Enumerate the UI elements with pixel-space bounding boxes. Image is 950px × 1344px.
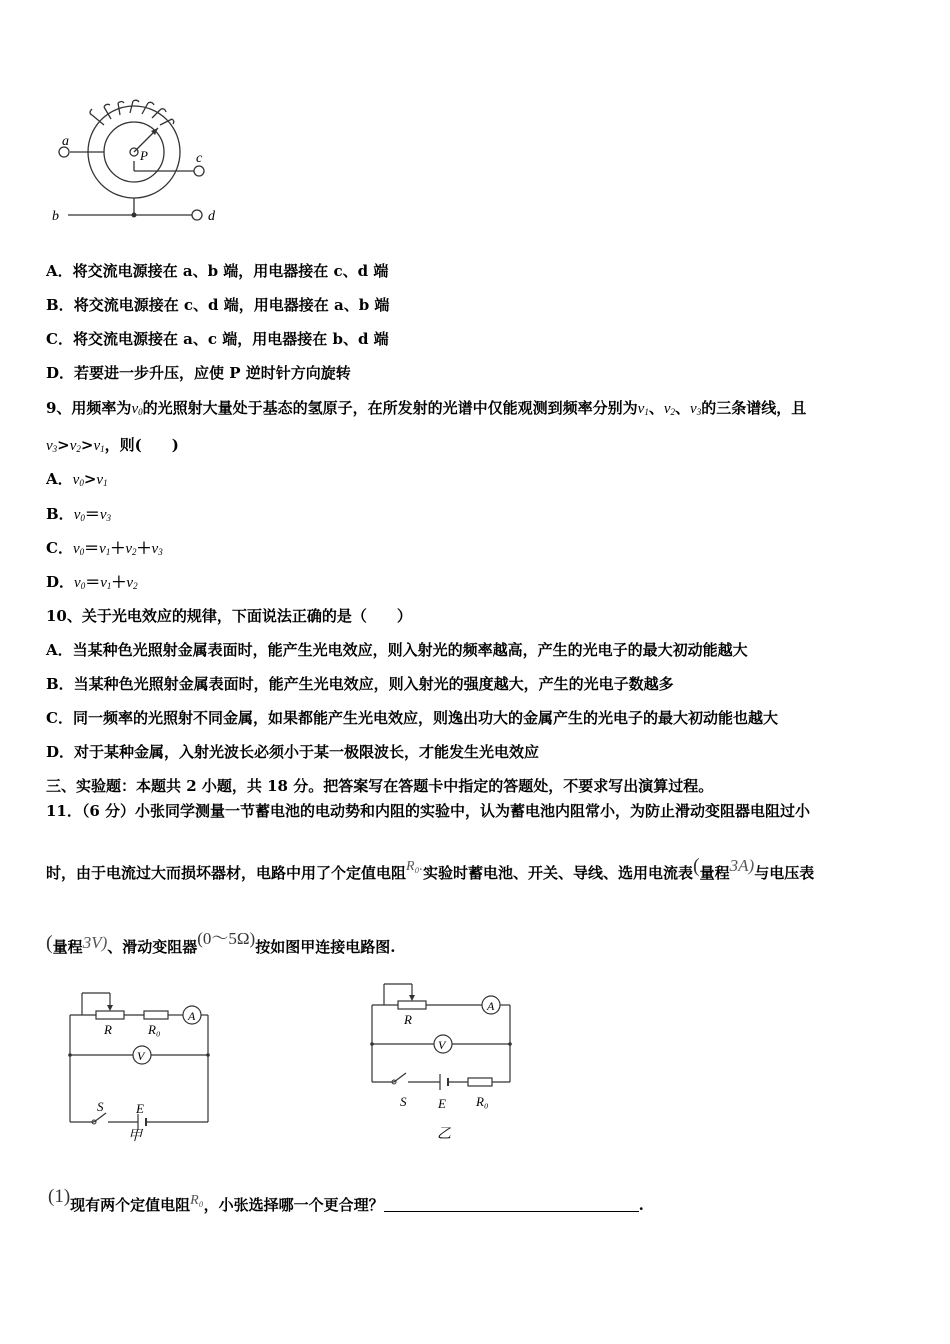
yi-label-e: E bbox=[438, 1096, 446, 1111]
jia-label-r: R bbox=[104, 1022, 112, 1037]
q10-stem: 10、关于光电效应的规律，下面说法正确的是（ ） bbox=[46, 607, 412, 625]
q9-stem-line1: 9、用频率为$\nu_0$的光照射大量处于基态的氢原子，在所发射的光谱中仅能观测到频率分别为$\nu_1$、$\nu_2$、$\nu_3$的三条谱线，且 bbox=[46, 399, 807, 417]
q9-option-b: B．$\nu_0=\nu_3$ bbox=[46, 505, 112, 523]
q8-option-b: B．将交流电源接在 c、d 端，用电器接在 a、b 端 bbox=[46, 296, 390, 314]
circuit-jia bbox=[60, 985, 225, 1145]
section3-heading: 三、实验题：本题共 2 小题，共 18 分。把答案写在答题卡中指定的答题处，不要求写出演算过程。 bbox=[46, 777, 714, 795]
jia-caption: 甲 bbox=[128, 1129, 142, 1144]
q8-option-a: A．将交流电源接在 a、b 端，用电器接在 c、d 端 bbox=[46, 262, 389, 280]
label-b: b bbox=[52, 209, 59, 224]
autotransformer-figure bbox=[48, 95, 233, 230]
label-c: c bbox=[196, 151, 203, 166]
label-p: P bbox=[140, 148, 148, 163]
yi-label-s: S bbox=[400, 1094, 407, 1109]
q11-line2: 时，由于电流过大而损坏器材，电路中用了个定值电阻R₀.实验时蓄电池、开关、导线、选用电流表(量程3A)与电压表 bbox=[46, 855, 815, 882]
jia-ammeter-a: A bbox=[188, 1009, 196, 1023]
q9-stem-line2: $\nu_3>\nu_2>\nu_1$，则( ) bbox=[46, 436, 179, 454]
label-a: a bbox=[62, 134, 69, 149]
label-d: d bbox=[208, 209, 215, 224]
jia-voltmeter-v: V bbox=[137, 1049, 145, 1063]
q9-option-a: A．$\nu_0>\nu_1$ bbox=[46, 470, 108, 488]
jia-label-s: S bbox=[97, 1099, 104, 1114]
q10-option-c: C．同一频率的光照射不同金属，如果都能产生光电效应，则逸出功大的金属产生的光电子的最大初动能也越大 bbox=[46, 709, 778, 727]
q10-option-d: D．对于某种金属，入射光波长必须小于某一极限波长，才能发生光电效应 bbox=[46, 743, 540, 761]
q11-line3: (量程3V)、滑动变阻器(0～5Ω)按如图甲连接电路图. bbox=[46, 929, 396, 956]
q10-option-a: A．当某种色光照射金属表面时，能产生光电效应，则入射光的频率越高，产生的光电子的最大初动能越大 bbox=[46, 641, 748, 659]
q11-sub1: (1)现有两个定值电阻R₀，小张选择哪一个更合理？ . bbox=[48, 1186, 644, 1214]
yi-voltmeter-v: V bbox=[438, 1038, 446, 1052]
q9-option-d: D．$\nu_0=\nu_1+\nu_2$ bbox=[46, 573, 138, 591]
q9-option-c: C．$\nu_0=\nu_1+\nu_2+\nu_3$ bbox=[46, 539, 163, 557]
jia-label-r0: R₀ bbox=[148, 1022, 161, 1037]
yi-label-r: R bbox=[404, 1012, 412, 1027]
jia-label-e: E bbox=[136, 1101, 144, 1116]
q10-option-b: B．当某种色光照射金属表面时，能产生光电效应，则入射光的强度越大，产生的光电子数越多 bbox=[46, 675, 674, 693]
answer-blank[interactable] bbox=[384, 1197, 639, 1212]
circuit-yi bbox=[362, 980, 532, 1145]
q11-line1: 11．（6 分）小张同学测量一节蓄电池的电动势和内阻的实验中，认为蓄电池内阻常小，为防止滑动变阻器电阻过小 bbox=[46, 802, 811, 820]
yi-ammeter-a: A bbox=[487, 999, 495, 1013]
q8-option-d: D．若要进一步升压，应使 P 逆时针方向旋转 bbox=[46, 364, 351, 382]
q8-option-c: C．将交流电源接在 a、c 端，用电器接在 b、d 端 bbox=[46, 330, 389, 348]
yi-caption: 乙 bbox=[437, 1127, 451, 1142]
yi-label-r0: R₀ bbox=[476, 1094, 489, 1109]
